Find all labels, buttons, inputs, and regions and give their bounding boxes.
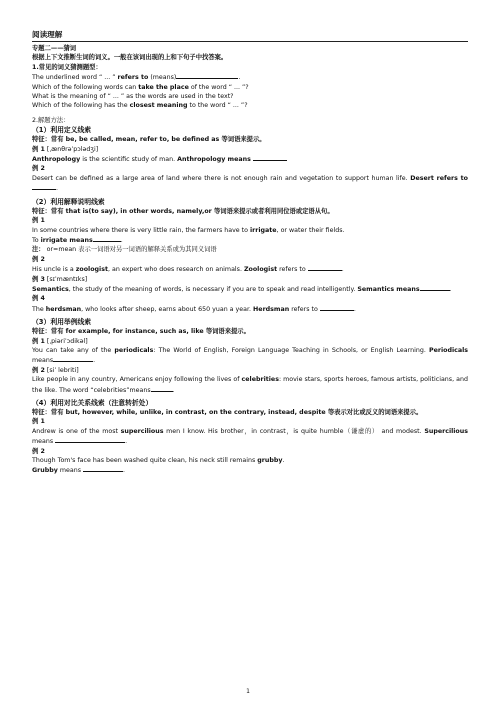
method-2-note: 注： or=mean 表示一词语对另一词语的解释关系或为其同义词语	[32, 246, 217, 254]
methods-heading: 2.解题方法：	[32, 116, 70, 124]
method-4-title: （4）利用对比关系线索（注意转折处）	[32, 399, 153, 407]
method-4-feature: 特征：常有 but, however, while, unlike, in contrast, on the contrary, instead, despite 等表示对比或反义的词语来提示。	[32, 409, 423, 416]
method-1-example-2-text: Desert can be defined as a large area of land where there is not enough rain and vegetation to support human life. Desert refers to.	[32, 174, 468, 193]
method-2-example-2-text: His uncle is a zoologist, an expert who does research on animals. Zoologist refers to .	[32, 266, 344, 274]
method-4-example-2-answer: Grubby means .	[32, 467, 126, 475]
method-4-example-1-text: Andrew is one of the most supercilious men I know. His brother，in contrast，is quite humble（谦虚的） and modest. Supercilious means .	[32, 427, 468, 446]
question-type-4: Which of the following has the closest meaning to the word “ ... ”?	[32, 102, 248, 110]
document-page	[32, 30, 468, 476]
method-1-example-1-text: Anthropology is the scientific study of man. Anthropology means	[32, 154, 468, 164]
method-2-example-4-text: The herdsman, who looks after sheep, earns about 650 yuan a year. Herdsman refers to .	[32, 305, 356, 313]
method-3-example-2-label: 例 2 [siˈ lebriti]	[32, 366, 79, 374]
method-3-title: （3）利用举例线索	[32, 318, 92, 327]
question-types-heading: 1.常见的词义猜测题型：	[32, 63, 102, 71]
topic-heading: 专题二——猜词	[32, 45, 77, 52]
question-type-1: The underlined word “ ... ” refers to (means) .	[32, 74, 241, 82]
method-1-feature: 特征：常有 be, be called, mean, refer to, be defined as 等词语来提示。	[32, 136, 266, 144]
method-3-example-1-text: You can take any of the periodicals: The World of English, Foreign Language Teaching in Schools, or English Learning. Periodicals means .	[32, 346, 468, 365]
method-4-example-2-label: 例 2	[32, 447, 45, 455]
section-title: 阅读理解	[32, 30, 63, 39]
method-2-example-1-label: 例 1	[32, 217, 45, 225]
method-3-example-1-label: 例 1 [ˌpiəriˈɔdikəl]	[32, 337, 88, 345]
question-type-3: What is the meaning of “ ... ” as the words are used in the text?	[32, 93, 234, 101]
method-3-feature: 特征：常有 for example, for instance, such as, like 等词语来提示。	[32, 328, 250, 336]
method-1-example-2-label: 例 2	[32, 165, 45, 173]
method-3-example-2-text: Like people in any country, Americans enjoy following the lives of celebrities: movie stars, sports heroes, famous artists, politicians, and the like. The word “celebrities”means .	[32, 376, 468, 394]
method-4-example-1-label: 例 1	[32, 418, 45, 426]
method-2-title: （2）利用解释说明线索	[32, 197, 105, 206]
intro-text: 根据上下文推断生词的词义。一般在该词出现的上和下句子中找答案。	[32, 54, 228, 62]
method-1-title: （1）利用定义线索	[32, 126, 92, 135]
method-2-example-3-label: 例 3 [sɪˈmæntɪks]	[32, 275, 88, 283]
method-2-example-1-line-2: To irrigate means .	[32, 236, 123, 244]
method-2-example-3-text: Semantics, the study of the meaning of words, is necessary if you are to speak and read intelligently. Semantics means .	[32, 285, 452, 293]
title-divider	[32, 41, 468, 42]
method-1-example-1-label: 例 1 [ˌænθrəˈpɔlədʒi]	[32, 145, 99, 153]
method-2-feature: 特征：常有 that is(to say), in other words, namely,or 等词语来提示或者利用同位语或定语从句。	[32, 207, 334, 215]
method-2-example-1-line-1: In some countries where there is very little rain, the farmers have to irrigate, or water their fields.	[32, 226, 345, 234]
method-4-example-2-text: Though Tom's face has been washed quite clean, his neck still remains grubby.	[32, 457, 285, 465]
method-2-example-4-label: 例 4	[32, 295, 45, 303]
page-number: 1	[246, 688, 250, 695]
method-2-example-2-label: 例 2	[32, 255, 45, 263]
question-type-2: Which of the following words can take the place of the word “ ... ”?	[32, 83, 249, 91]
